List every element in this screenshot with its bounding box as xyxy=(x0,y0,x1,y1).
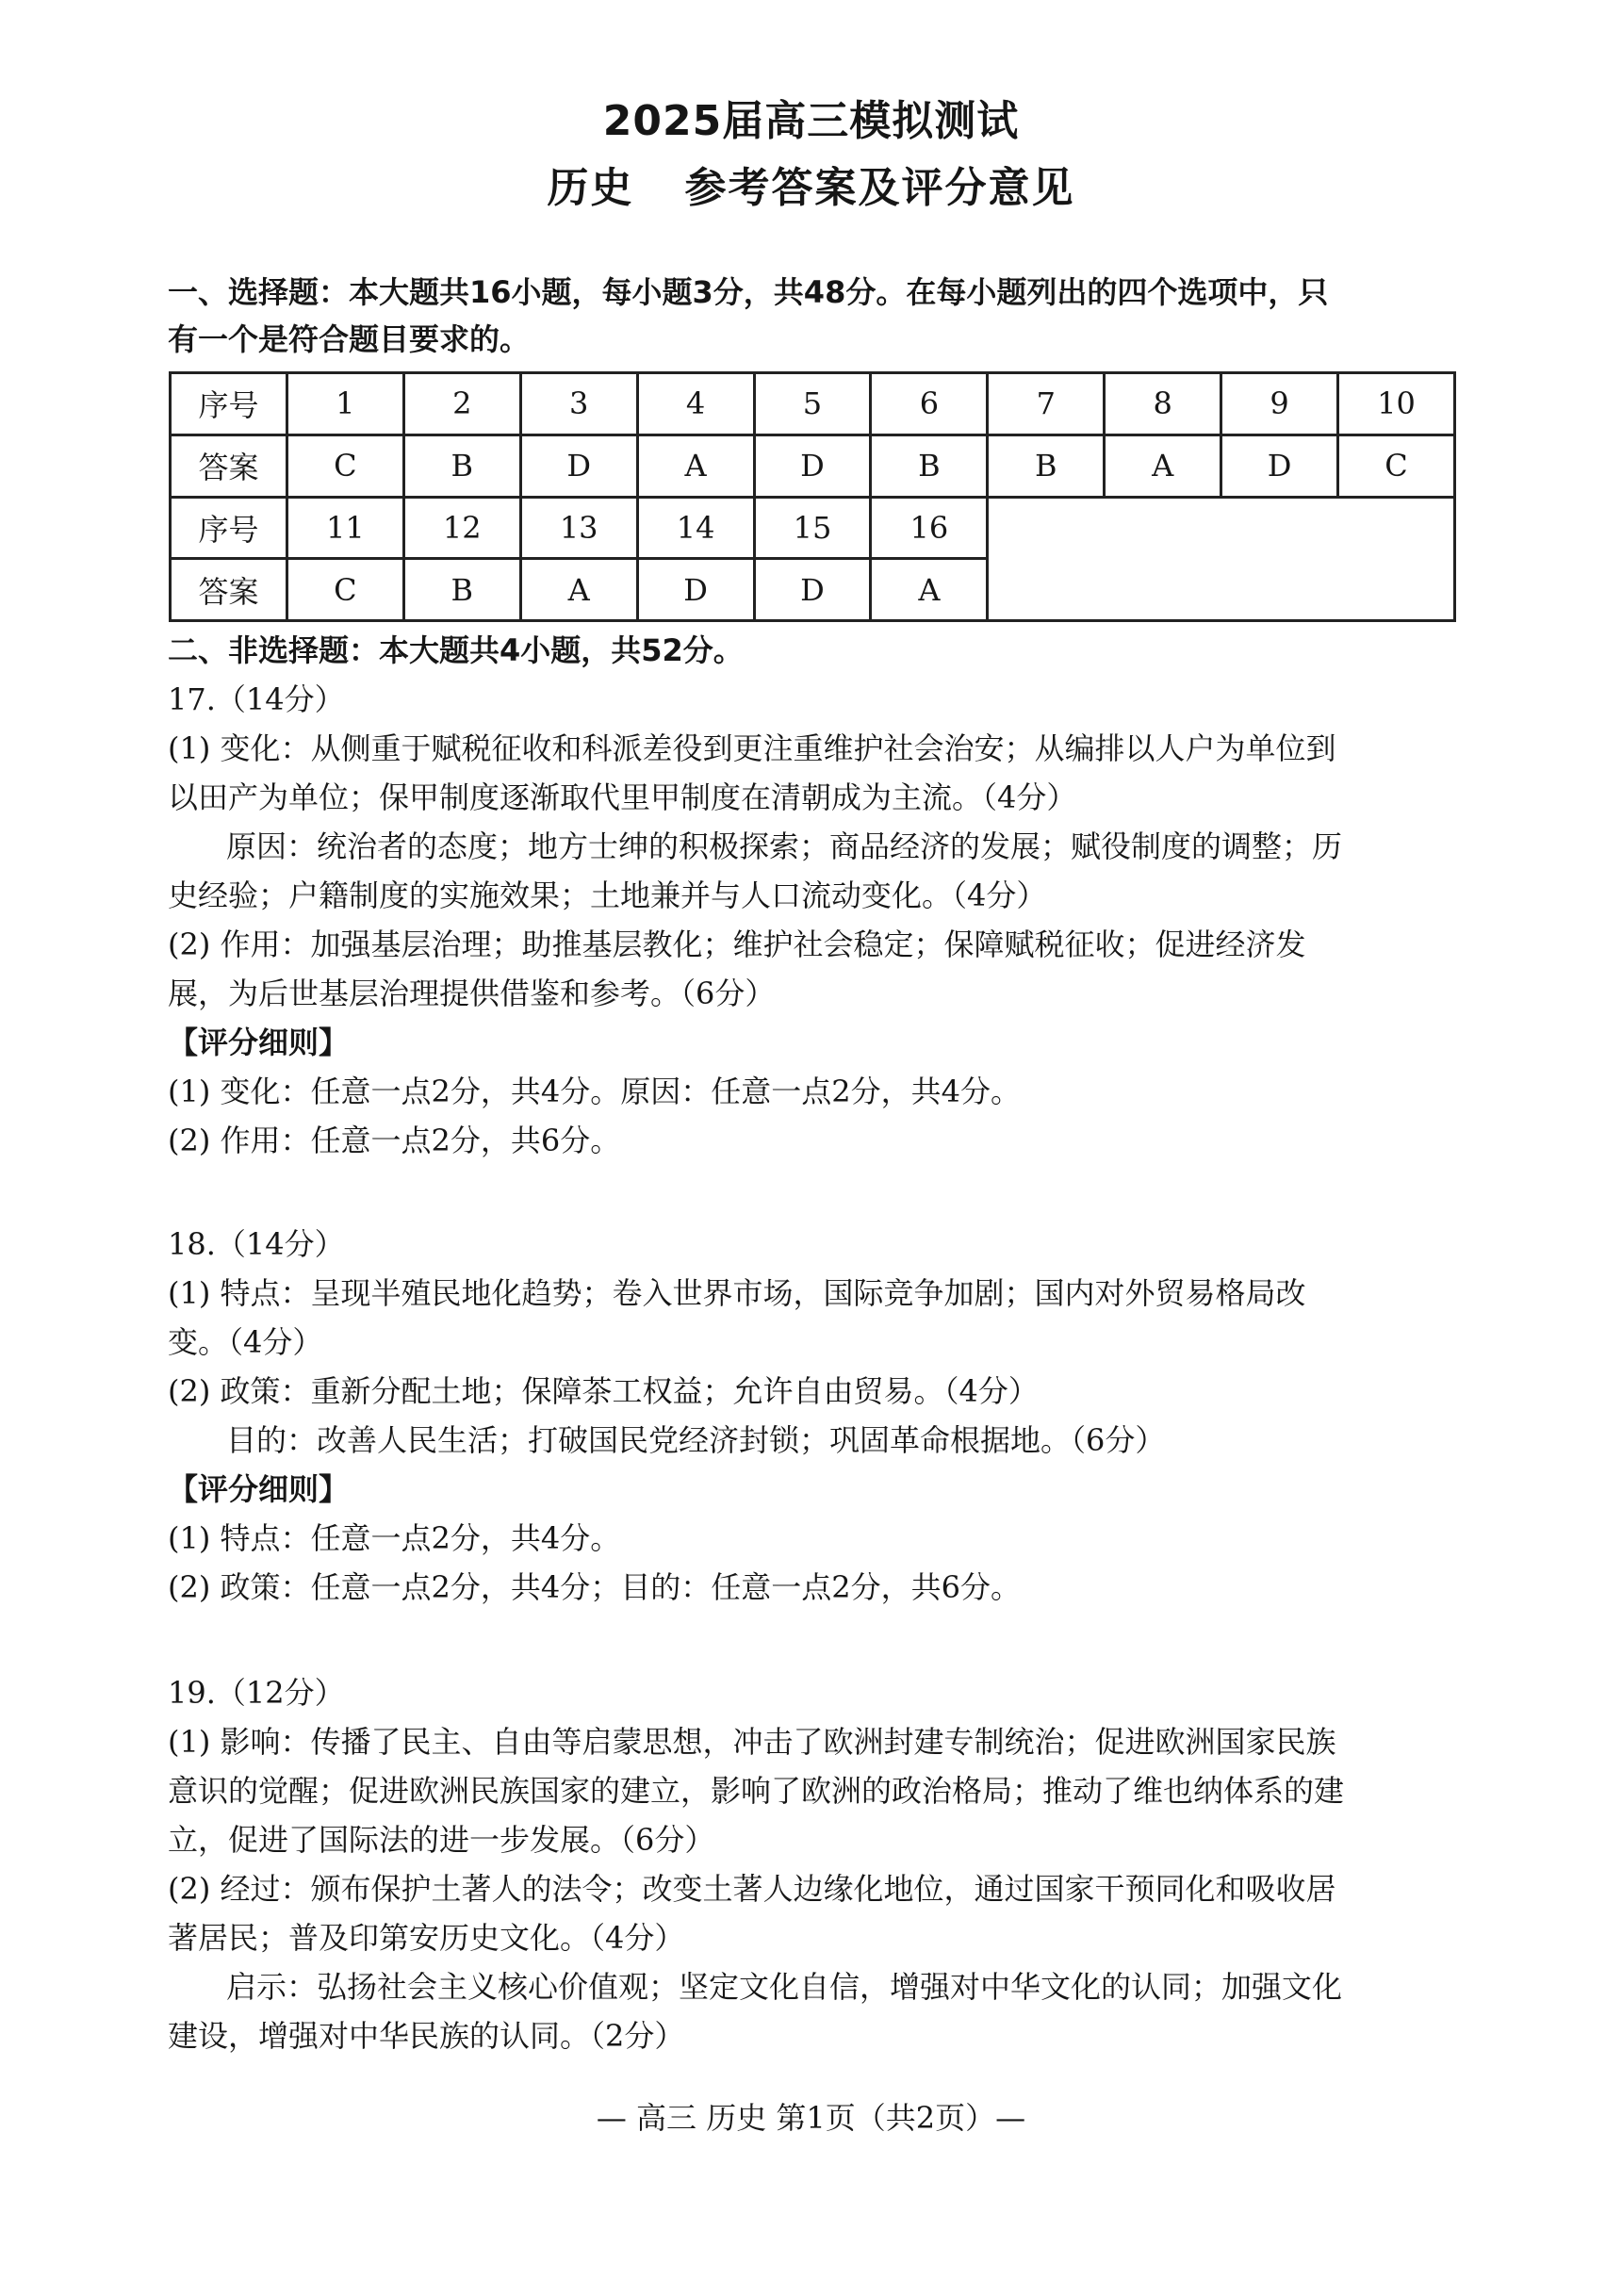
document-title: 2025届高三模拟测试 xyxy=(602,97,1020,145)
question-number-cell: 3 xyxy=(520,373,637,435)
q17-part1-line1: (1) 变化：从侧重于赋税征收和科派差役到更注重维护社会治安；从编排以人户为单位到 xyxy=(168,730,1336,766)
q17-heading: 17.（14分） xyxy=(168,681,345,717)
table-header-cell: 序号 xyxy=(171,373,287,435)
q18-part1-line2: 变。（4分） xyxy=(168,1324,323,1360)
answer-cell: D xyxy=(754,435,871,497)
q17-rule2: (2) 作用：任意一点2分，共6分。 xyxy=(168,1123,621,1158)
q19-part1-line2: 意识的觉醒；促进欧洲民族国家的建立，影响了欧洲的政治格局；推动了维也纳体系的建 xyxy=(168,1773,1345,1809)
q18-part2-policy: (2) 政策：重新分配土地；保障茶工权益；允许自由贸易。（4分） xyxy=(168,1373,1039,1409)
answer-table xyxy=(169,371,1456,622)
answer-cell: C xyxy=(287,435,403,497)
question-number-cell: 11 xyxy=(287,497,403,559)
question-number-cell: 1 xyxy=(287,373,403,435)
question-number-cell: 16 xyxy=(871,497,988,559)
q17-rules-title: 【评分细则】 xyxy=(168,1025,350,1060)
question-number-cell: 4 xyxy=(637,373,754,435)
answer-cell: C xyxy=(1338,435,1455,497)
question-number-cell: 10 xyxy=(1338,373,1455,435)
q17-rule1: (1) 变化：任意一点2分，共4分。原因：任意一点2分，共4分。 xyxy=(168,1074,1021,1109)
answer-cell: D xyxy=(637,559,754,621)
question-number-cell: 6 xyxy=(871,373,988,435)
answer-cell: B xyxy=(403,559,520,621)
q19-part2-line1: (2) 经过：颁布保护土著人的法令；改变土著人边缘化地位，通过国家干预同化和吸收居 xyxy=(168,1871,1336,1907)
page-footer: — 高三 历史 第1页（共2页）— xyxy=(596,2100,1026,2136)
question-number-cell: 2 xyxy=(403,373,520,435)
question-number-cell: 12 xyxy=(403,497,520,559)
table-row xyxy=(171,373,1455,435)
answer-cell: D xyxy=(520,435,637,497)
q19-part1-line1: (1) 影响：传播了民主、自由等启蒙思想，冲击了欧洲封建专制统治；促进欧洲国家民族 xyxy=(168,1724,1336,1760)
answer-cell: B xyxy=(871,435,988,497)
table-row xyxy=(171,435,1455,497)
question-number-cell: 13 xyxy=(520,497,637,559)
q17-part1-line2: 以田产为单位；保甲制度逐渐取代里甲制度在清朝成为主流。（4分） xyxy=(168,779,1077,815)
answer-cell: D xyxy=(1221,435,1338,497)
q18-rules-title: 【评分细则】 xyxy=(168,1471,350,1507)
answer-cell: A xyxy=(1105,435,1221,497)
q18-part2-purpose: 目的：改善人民生活；打破国民党经济封锁；巩固革命根据地。（6分） xyxy=(226,1422,1166,1458)
question-number-cell: 9 xyxy=(1221,373,1338,435)
q19-part2-line2: 著居民；普及印第安历史文化。（4分） xyxy=(168,1920,685,1956)
q17-reason-line2: 史经验；户籍制度的实施效果；土地兼并与人口流动变化。（4分） xyxy=(168,877,1047,913)
subtitle-label: 参考答案及评分意见 xyxy=(684,164,1075,212)
section2-heading: 二、非选择题：本大题共4小题，共52分。 xyxy=(168,632,744,668)
q18-rule2: (2) 政策：任意一点2分，共4分；目的：任意一点2分，共6分。 xyxy=(168,1569,1021,1605)
table-header-cell: 序号 xyxy=(171,497,287,559)
answer-cell: B xyxy=(403,435,520,497)
q17-part2-line2: 展，为后世基层治理提供借鉴和参考。（6分） xyxy=(168,976,776,1011)
answer-cell: A xyxy=(520,559,637,621)
table-header-cell: 答案 xyxy=(171,559,287,621)
q19-part1-line3: 立，促进了国际法的进一步发展。（6分） xyxy=(168,1822,715,1858)
q18-rule1: (1) 特点：任意一点2分，共4分。 xyxy=(168,1520,621,1556)
q17-part2-line1: (2) 作用：加强基层治理；助推基层教化；维护社会稳定；保障赋税征收；促进经济发 xyxy=(168,927,1306,962)
question-number-cell: 15 xyxy=(754,497,871,559)
q19-insight-line1: 启示：弘扬社会主义核心价值观；坚定文化自信，增强对中华文化的认同；加强文化 xyxy=(226,1969,1343,2005)
answer-cell: A xyxy=(637,435,754,497)
answer-cell: B xyxy=(988,435,1105,497)
question-number-cell: 14 xyxy=(637,497,754,559)
question-number-cell: 7 xyxy=(988,373,1105,435)
answer-cell: D xyxy=(754,559,871,621)
q19-heading: 19.（12分） xyxy=(168,1675,345,1711)
table-row xyxy=(171,497,1455,559)
q18-part1-line1: (1) 特点：呈现半殖民地化趋势；卷入世界市场，国际竞争加剧；国内对外贸易格局改 xyxy=(168,1275,1306,1311)
section1-instructions-line1: 一、选择题：本大题共16小题，每小题3分，共48分。在每小题列出的四个选项中，只 xyxy=(168,274,1329,310)
question-number-cell: 5 xyxy=(754,373,871,435)
answer-cell: C xyxy=(287,559,403,621)
empty-table-cell xyxy=(988,497,1455,621)
question-number-cell: 8 xyxy=(1105,373,1221,435)
answer-cell: A xyxy=(871,559,988,621)
q19-insight-line2: 建设，增强对中华民族的认同。（2分） xyxy=(168,2018,685,2054)
q17-reason-line1: 原因：统治者的态度；地方士绅的积极探索；商品经济的发展；赋役制度的调整；历 xyxy=(226,828,1343,864)
q18-heading: 18.（14分） xyxy=(168,1226,345,1262)
document-subtitle xyxy=(0,154,1622,214)
section1-instructions-line2: 有一个是符合题目要求的。 xyxy=(168,321,531,357)
subject-label: 历史 xyxy=(547,164,634,212)
table-header-cell: 答案 xyxy=(171,435,287,497)
